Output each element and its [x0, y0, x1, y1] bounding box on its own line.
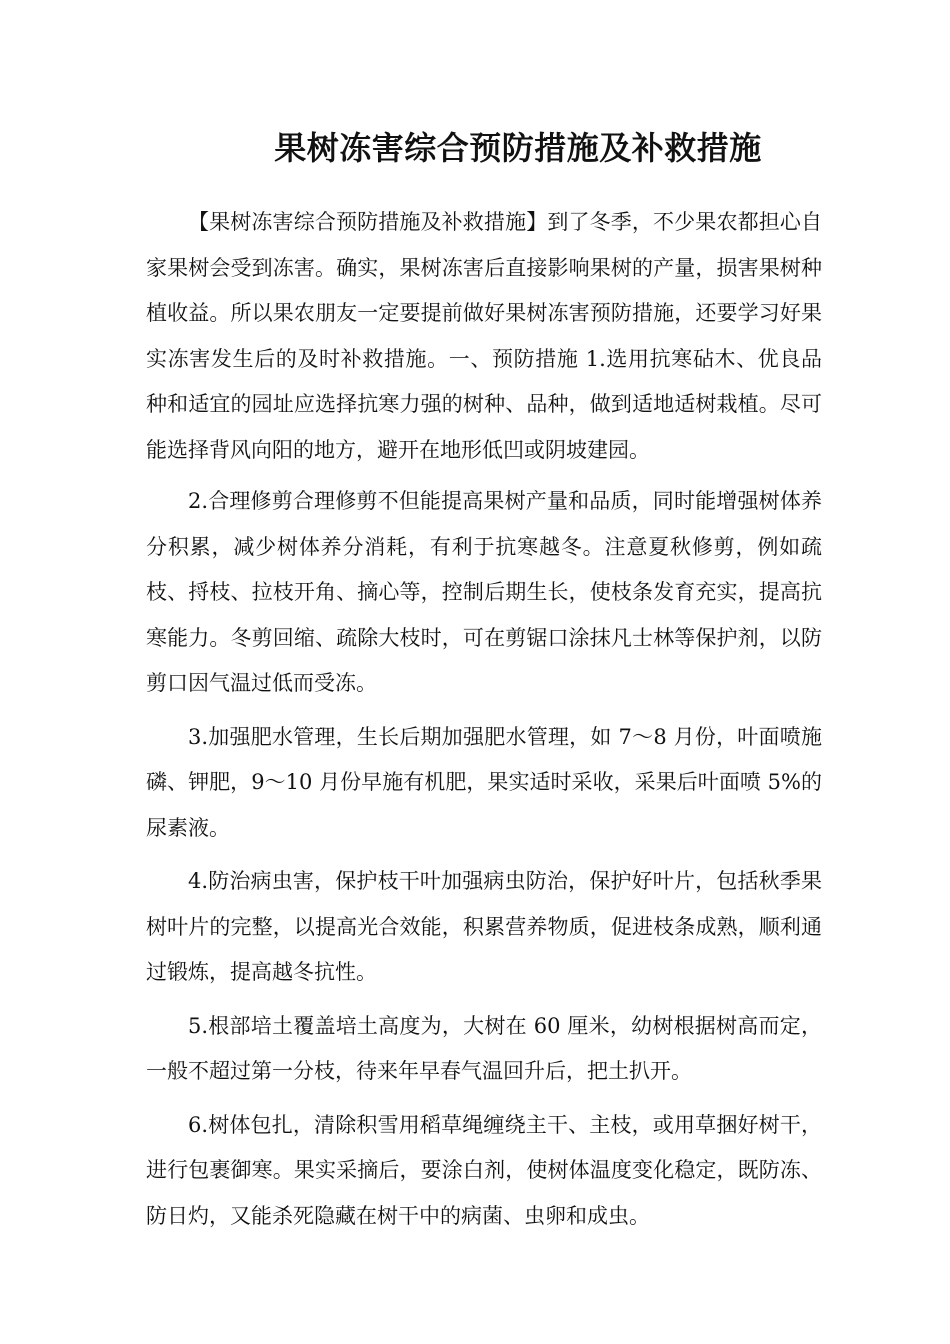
paragraph-tree-wrapping: 6.树体包扎，清除积雪用稻草绳缠绕主干、主枝，或用草捆好树干，进行包裹御寒。果实采摘后，要涂白剂，使树体温度变化稳定，既防冻、防日灼，又能杀死隐藏在树干中的病菌、虫卵和成虫。 — [146, 1112, 822, 1228]
paragraph-fertilizer: 3.加强肥水管理，生长后期加强肥水管理，如 7～8 月份，叶面喷施磷、钾肥，9～10 月份早施有机肥，果实适时采收，采果后叶面喷 5%的尿素液。 — [146, 724, 822, 840]
paragraph-pest-control: 4.防治病虫害，保护枝干叶加强病虫防治，保护好叶片，包括秋季果树叶片的完整，以提高光合效能，积累营养物质，促进枝条成熟，顺利通过锻炼，提高越冬抗性。 — [146, 869, 822, 984]
document-title: 果树冻害综合预防措施及补救措施 — [274, 129, 762, 167]
document-body — [146, 200, 822, 1239]
paragraph-soil-mounding: 5.根部培土覆盖培土高度为，大树在 60 厘米，幼树根据树高而定，一般不超过第一分枝，待来年早春气温回升后，把土扒开。 — [146, 1013, 822, 1083]
paragraph-pruning: 2.合理修剪合理修剪不但能提高果树产量和品质，同时能增强树体养分积累，减少树体养分消耗，有利于抗寒越冬。注意夏秋修剪，例如疏枝、捋枝、拉枝开角、摘心等，控制后期生长，使枝条发育充实，提高抗寒能力。冬剪回缩、疏除大枝时，可在剪锯口涂抹凡士林等保护剂，以防剪口因气温过低而受冻。 — [146, 489, 822, 695]
paragraph-intro: 【果树冻害综合预防措施及补救措施】到了冬季，不少果农都担心自家果树会受到冻害。确实，果树冻害后直接影响果树的产量，损害果树种植收益。所以果农朋友一定要提前做好果树冻害预防措施，还要学习好果实冻害发生后的及时补救措施。一、预防措施 1.选用抗寒砧木、优良品种和适宜的园址应选择抗寒力强的树种、品种，做到适地适树栽植。尽可能选择背风向阳的地方，避开在地形低凹或阴坡建园。 — [146, 210, 822, 462]
